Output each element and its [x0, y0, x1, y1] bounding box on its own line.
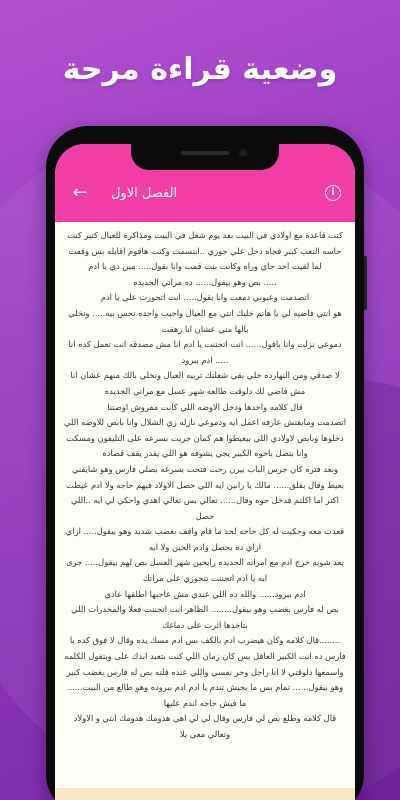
story-paragraph: قال كلامه واخدها ودخل الاوضه اللي كانت مفروش اوضتنا [107, 401, 303, 412]
story-paragraph: اتصدمت ومابقتش عارفه اعمل ايه ودموعي نازله زي الشلال وانا بابص للاوضه اللي دخلوها وبابص لاولادي اللي بيعيطوا هم كمان جريت بسرعه على التليفون ومسكت وانا بتصل باخوه الكبير يجي يشوفه هو اللي يقدر يقف قصاده [63, 417, 347, 459]
story-paragraph: ..... ادم يبرود [181, 354, 229, 365]
reader-content[interactable] [55, 228, 355, 788]
back-arrow-icon[interactable]: ← [72, 182, 88, 203]
story-paragraph: كنت قاعدة مع اولادي في البيت بعد يوم شغل في البيت ومذاكره للعيال كتير كنت حاسه التعب كبير فجاه دخل علي جوزي ..ابتسمت وكنت هاقوم اقابله بس وقفت لما لقيت احد جاي وراه وكانت بنت قمت وانا بقول..... مين دي يا ادم [67, 230, 343, 272]
story-paragraph: ........قال كلامه وكان هيضرب ادم بالكف بس ادم مسك يده وقال لا فوق كده يا فارس ده انت الكبير العاقل بس كان زمان اللي كنت بتعبد ابدك على وبتقول الكلمه واسمعها دلوقتي لا انا راجل وحر نفسي واللي عنده قلته بص له فارس بغضب كبير وهو بيقول...... تمام بس ما يجيش تندم يا ادم ادم ببروده وهو طالع من البيت...... ما فيش حاجه اندم عليها [64, 635, 346, 708]
story-paragraph: هو انتي فاضيه لي يا هانم خليك انتي مع العيال واجيب واحده تحس بيه..... وتخلي بالها مني عشان انا زهقت [68, 307, 342, 334]
chapter-title: الفصل الاول [111, 186, 178, 201]
phone-screen [55, 144, 355, 800]
story-paragraph: بص له فارس بغضب وهو بيقول........ الظاهر انت اتجننت فعلا والمخدرات اللي بتاخدها اثرت على دماغك [71, 604, 339, 630]
story-paragraph: دموعي نزلت وانا باقول...... انت اتجننت يا ادم انا مش مصدقه انت تعمل كده انا [68, 339, 342, 350]
promo-title: وضعية قراءة مرحة [62, 52, 338, 87]
phone-side-button [364, 256, 367, 310]
story-paragraph: بعد شويه خرج ادم مع امراته الجديده رايحين شهر العسل بص لهم بيقول..... جرى ايه يا ادم اتجننت تتجوزي على مراتك [66, 557, 344, 584]
speaker-grille [181, 151, 229, 155]
story-paragraph: لا صدقي ومن النهارده خلي بقي شغلتك تربيه العيال وتخلي بالك منهم عشان انا مش فاضي لك دلوقت طالعه شهر عسل مع مراتي الجديده [70, 370, 340, 396]
phone-notch [131, 144, 279, 170]
story-paragraph: قعدت معه وحكيت له كل حاجه لحد ما قام واقف بغضب شديد وهو بيقول..... ازاي ازاي ده يحصل وادم الحين ولا ايه [65, 526, 345, 552]
front-camera [239, 149, 247, 157]
story-paragraph: قال كلامه وطلع بص لي فارس وقال لي لي اهي هدومك هدومك انتي و الاولاد وتعالي معي يلا [73, 713, 337, 739]
story-paragraph: اتصدمت وعيوني دمعت وانا بقول..... انت اتجوزت علي يا ادم [100, 292, 310, 303]
story-paragraph: ..... بص وهو بيقول...... ده مراتي الجديده [133, 276, 277, 287]
story-paragraph: وبعد فتره كان جرس الباب بيرن رحت فتحت بسرعه بصلي فارس وهو شايفني بعيط وقال بقلق...... مالك يا رانين ايه اللي حصل الاولاد فيهم حاجه ولا ادم عيطت اكتر اما اكلتم فدخل جوه وقال...... تعالي بس تعالي اهدي واحكي لي ايه ..اللي حصل [66, 463, 344, 521]
phone-frame [46, 126, 364, 800]
story-paragraph: ادم بيرود...... والله ده اللي عندي مش عاجبها اطلقها عادي [104, 588, 306, 599]
reader-bottom-bar [55, 788, 355, 800]
info-icon[interactable]: i [325, 185, 341, 201]
